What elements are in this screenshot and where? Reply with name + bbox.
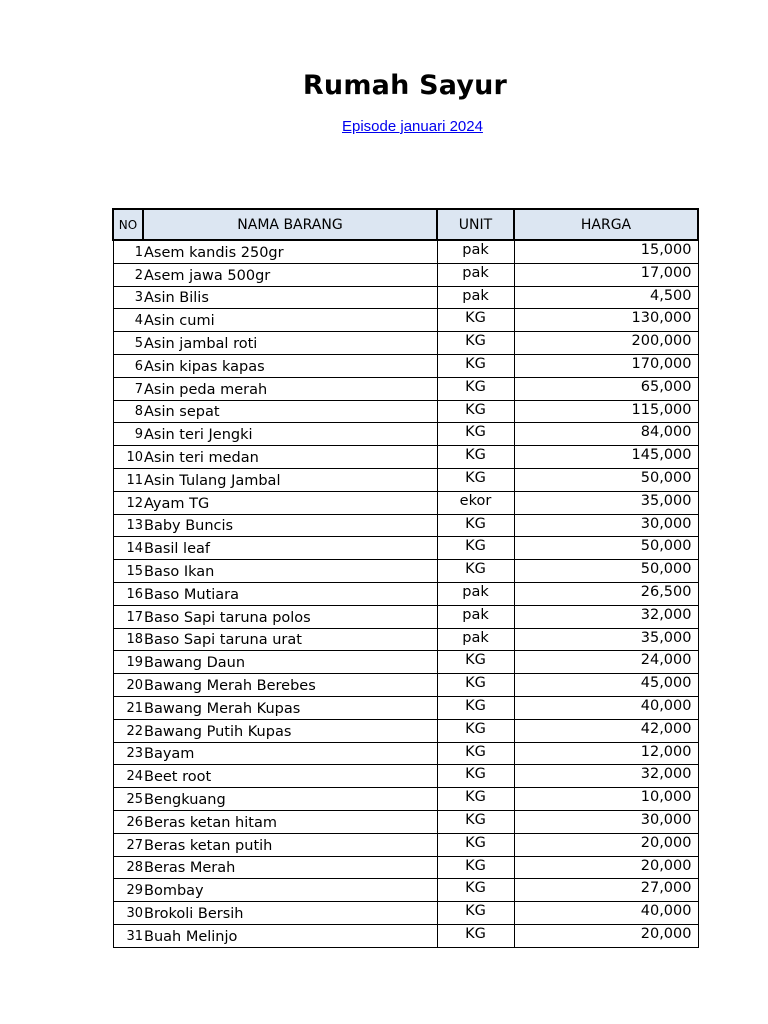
item-unit: KG bbox=[437, 696, 514, 719]
episode-link[interactable]: Episode januari 2024 bbox=[342, 118, 483, 135]
item-unit: KG bbox=[437, 537, 514, 560]
table-row bbox=[113, 742, 698, 765]
row-number: 18 bbox=[113, 628, 143, 651]
item-name: Baso Ikan bbox=[143, 560, 437, 583]
item-name: Asin Bilis bbox=[143, 286, 437, 309]
item-name: Basil leaf bbox=[143, 537, 437, 560]
item-name: Bengkuang bbox=[143, 788, 437, 811]
item-price: 130,000 bbox=[514, 309, 698, 332]
item-name: Beras ketan putih bbox=[143, 833, 437, 856]
item-unit: KG bbox=[437, 377, 514, 400]
item-unit: KG bbox=[437, 309, 514, 332]
item-unit: KG bbox=[437, 833, 514, 856]
item-price: 10,000 bbox=[514, 788, 698, 811]
table-row bbox=[113, 377, 698, 400]
item-name: Baso Sapi taruna urat bbox=[143, 628, 437, 651]
item-name: Asin kipas kapas bbox=[143, 354, 437, 377]
table-row bbox=[113, 446, 698, 469]
item-price: 40,000 bbox=[514, 696, 698, 719]
table-row bbox=[113, 400, 698, 423]
item-unit: KG bbox=[437, 674, 514, 697]
item-unit: KG bbox=[437, 423, 514, 446]
item-name: Asin Tulang Jambal bbox=[143, 468, 437, 491]
item-price: 50,000 bbox=[514, 537, 698, 560]
table-row bbox=[113, 810, 698, 833]
item-price: 84,000 bbox=[514, 423, 698, 446]
row-number: 15 bbox=[113, 560, 143, 583]
table-row bbox=[113, 240, 698, 263]
item-price: 15,000 bbox=[514, 240, 698, 263]
row-number: 7 bbox=[113, 377, 143, 400]
item-name: Bawang Merah Kupas bbox=[143, 696, 437, 719]
table-row bbox=[113, 696, 698, 719]
item-price: 32,000 bbox=[514, 765, 698, 788]
item-unit: ekor bbox=[437, 491, 514, 514]
table-row bbox=[113, 902, 698, 925]
item-price: 30,000 bbox=[514, 514, 698, 537]
item-name: Asin cumi bbox=[143, 309, 437, 332]
item-price: 45,000 bbox=[514, 674, 698, 697]
table-row bbox=[113, 879, 698, 902]
item-unit: KG bbox=[437, 788, 514, 811]
table-row bbox=[113, 286, 698, 309]
table-row bbox=[113, 719, 698, 742]
item-price: 50,000 bbox=[514, 468, 698, 491]
table-row bbox=[113, 263, 698, 286]
header-no: NO bbox=[113, 209, 143, 240]
table-row bbox=[113, 491, 698, 514]
item-unit: KG bbox=[437, 468, 514, 491]
item-unit: KG bbox=[437, 400, 514, 423]
item-unit: KG bbox=[437, 446, 514, 469]
item-price: 200,000 bbox=[514, 332, 698, 355]
row-number: 27 bbox=[113, 833, 143, 856]
row-number: 12 bbox=[113, 491, 143, 514]
item-price: 32,000 bbox=[514, 605, 698, 628]
item-name: Bayam bbox=[143, 742, 437, 765]
item-unit: pak bbox=[437, 628, 514, 651]
row-number: 19 bbox=[113, 651, 143, 674]
item-unit: KG bbox=[437, 924, 514, 947]
row-number: 25 bbox=[113, 788, 143, 811]
item-name: Bawang Merah Berebes bbox=[143, 674, 437, 697]
row-number: 31 bbox=[113, 924, 143, 947]
item-name: Asin jambal roti bbox=[143, 332, 437, 355]
item-unit: pak bbox=[437, 263, 514, 286]
item-unit: KG bbox=[437, 810, 514, 833]
item-price: 40,000 bbox=[514, 902, 698, 925]
table-row bbox=[113, 423, 698, 446]
table-body bbox=[113, 240, 698, 947]
row-number: 4 bbox=[113, 309, 143, 332]
table-row bbox=[113, 582, 698, 605]
item-name: Asem jawa 500gr bbox=[143, 263, 437, 286]
item-price: 50,000 bbox=[514, 560, 698, 583]
item-price: 17,000 bbox=[514, 263, 698, 286]
item-name: Bawang Daun bbox=[143, 651, 437, 674]
row-number: 13 bbox=[113, 514, 143, 537]
item-price: 65,000 bbox=[514, 377, 698, 400]
page-title: Rumah Sayur bbox=[302, 70, 508, 101]
item-unit: pak bbox=[437, 605, 514, 628]
item-name: Beras ketan hitam bbox=[143, 810, 437, 833]
item-name: Baby Buncis bbox=[143, 514, 437, 537]
table-row bbox=[113, 537, 698, 560]
item-unit: KG bbox=[437, 719, 514, 742]
item-price: 20,000 bbox=[514, 924, 698, 947]
item-name: Asin peda merah bbox=[143, 377, 437, 400]
item-name: Baso Mutiara bbox=[143, 582, 437, 605]
table-header-row bbox=[113, 209, 698, 240]
item-unit: KG bbox=[437, 651, 514, 674]
item-price: 20,000 bbox=[514, 856, 698, 879]
row-number: 30 bbox=[113, 902, 143, 925]
row-number: 9 bbox=[113, 423, 143, 446]
header-price: HARGA bbox=[514, 209, 698, 240]
item-unit: KG bbox=[437, 514, 514, 537]
item-unit: KG bbox=[437, 354, 514, 377]
price-table bbox=[112, 208, 699, 948]
item-unit: KG bbox=[437, 902, 514, 925]
item-name: Ayam TG bbox=[143, 491, 437, 514]
item-unit: KG bbox=[437, 765, 514, 788]
table-row bbox=[113, 765, 698, 788]
table-row bbox=[113, 309, 698, 332]
row-number: 28 bbox=[113, 856, 143, 879]
item-price: 12,000 bbox=[514, 742, 698, 765]
item-price: 170,000 bbox=[514, 354, 698, 377]
row-number: 24 bbox=[113, 765, 143, 788]
table-row bbox=[113, 788, 698, 811]
item-price: 42,000 bbox=[514, 719, 698, 742]
table-row bbox=[113, 674, 698, 697]
row-number: 17 bbox=[113, 605, 143, 628]
row-number: 10 bbox=[113, 446, 143, 469]
row-number: 20 bbox=[113, 674, 143, 697]
row-number: 2 bbox=[113, 263, 143, 286]
header-unit: UNIT bbox=[437, 209, 514, 240]
table-row bbox=[113, 605, 698, 628]
item-unit: KG bbox=[437, 742, 514, 765]
row-number: 14 bbox=[113, 537, 143, 560]
item-price: 35,000 bbox=[514, 628, 698, 651]
item-name: Beras Merah bbox=[143, 856, 437, 879]
table-row bbox=[113, 628, 698, 651]
row-number: 26 bbox=[113, 810, 143, 833]
item-name: Beet root bbox=[143, 765, 437, 788]
item-price: 115,000 bbox=[514, 400, 698, 423]
table-row bbox=[113, 651, 698, 674]
item-price: 20,000 bbox=[514, 833, 698, 856]
item-price: 145,000 bbox=[514, 446, 698, 469]
item-price: 24,000 bbox=[514, 651, 698, 674]
table-row bbox=[113, 833, 698, 856]
item-price: 4,500 bbox=[514, 286, 698, 309]
item-name: Asin teri Jengki bbox=[143, 423, 437, 446]
item-unit: pak bbox=[437, 286, 514, 309]
item-unit: KG bbox=[437, 332, 514, 355]
row-number: 8 bbox=[113, 400, 143, 423]
item-name: Buah Melinjo bbox=[143, 924, 437, 947]
item-name: Bombay bbox=[143, 879, 437, 902]
row-number: 29 bbox=[113, 879, 143, 902]
row-number: 3 bbox=[113, 286, 143, 309]
row-number: 22 bbox=[113, 719, 143, 742]
table-row bbox=[113, 924, 698, 947]
item-price: 35,000 bbox=[514, 491, 698, 514]
item-name: Baso Sapi taruna polos bbox=[143, 605, 437, 628]
table-row bbox=[113, 468, 698, 491]
row-number: 21 bbox=[113, 696, 143, 719]
row-number: 5 bbox=[113, 332, 143, 355]
table-row bbox=[113, 354, 698, 377]
item-name: Brokoli Bersih bbox=[143, 902, 437, 925]
table-row bbox=[113, 560, 698, 583]
table-row bbox=[113, 514, 698, 537]
row-number: 6 bbox=[113, 354, 143, 377]
row-number: 16 bbox=[113, 582, 143, 605]
item-name: Asin sepat bbox=[143, 400, 437, 423]
item-price: 26,500 bbox=[514, 582, 698, 605]
item-price: 30,000 bbox=[514, 810, 698, 833]
item-unit: KG bbox=[437, 856, 514, 879]
item-unit: KG bbox=[437, 879, 514, 902]
row-number: 11 bbox=[113, 468, 143, 491]
item-unit: pak bbox=[437, 582, 514, 605]
item-unit: pak bbox=[437, 240, 514, 263]
item-name: Asem kandis 250gr bbox=[143, 240, 437, 263]
item-unit: KG bbox=[437, 560, 514, 583]
table-row bbox=[113, 332, 698, 355]
header-name: NAMA BARANG bbox=[143, 209, 437, 240]
item-name: Bawang Putih Kupas bbox=[143, 719, 437, 742]
row-number: 23 bbox=[113, 742, 143, 765]
item-name: Asin teri medan bbox=[143, 446, 437, 469]
row-number: 1 bbox=[113, 240, 143, 263]
item-price: 27,000 bbox=[514, 879, 698, 902]
table-row bbox=[113, 856, 698, 879]
